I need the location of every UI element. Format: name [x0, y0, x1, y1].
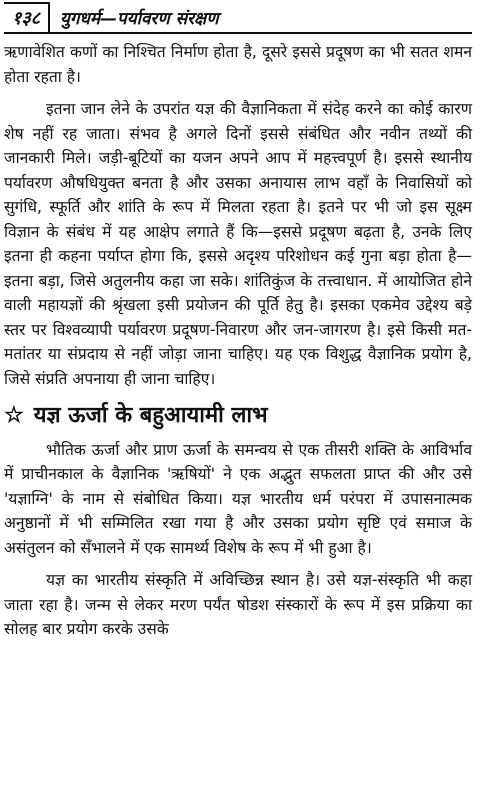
page-number: १३८: [4, 2, 50, 32]
section-heading: [4, 403, 472, 428]
paragraph: यज्ञ का भारतीय संस्कृति में अविच्छिन्न स्थान है। उसे यज्ञ-संस्कृति भी कहा जाता रहा है। जन्म से लेकर मरण पर्यंत षोडश संस्कारों के रूप में इस प्रक्रिया का सोलह बार प्रयोग करके उसके: [4, 571, 472, 638]
star-outline-icon: ☆: [4, 402, 24, 429]
paragraph: भौतिक ऊर्जा और प्राण ऊर्जा के समन्वय से एक तीसरी शक्ति के आविर्भाव में प्राचीनकाल के वैज्ञानिक 'ऋषियों' ने एक अद्भुत सफलता प्राप्त की और उसे 'यज्ञाग्नि' के नाम से संबोधित किया। यज्ञ भारतीय धर्म परंपरा में उपासनात्मक अनुष्ठानों में भी सम्मिलित रखा गया है और उसका प्रयोग सृष्टि एवं समाज के असंतुलन को सँभालने में एक सामर्थ्य विशेष के रूप में भी हुआ है।: [4, 440, 472, 557]
page-header: [4, 2, 472, 34]
paragraph: ऋणावेशित कणों का निश्चित निर्माण होता है, दूसरे इससे प्रदूषण का भी सतत शमन होता रहता है।: [4, 43, 472, 86]
running-title: युगधर्म—पर्यावरण संरक्षण: [60, 8, 219, 29]
body-text: [4, 40, 472, 642]
paragraph: इतना जान लेने के उपरांत यज्ञ की वैज्ञानिकता में संदेह करने का कोई कारण शेष नहीं रह जाता। संभव है अगले दिनों इससे संबंधित और नवीन तथ्यों की जानकारी मिले। जड़ी-बूटियों का यजन अपने आप में महत्त्वपूर्ण है। इससे स्थानीय पर्यावरण औषधियुक्त बनता है और उसका अनायास लाभ वहाँ के निवासियों को सुगंधि, स्फूर्ति और शांति के रूप में मिलता रहता है। इतने पर भी जो इस सूक्ष्म विज्ञान के संबंध में यह आक्षेप लगाते हैं कि—इससे प्रदूषण बढ़ता है, उनके लिए इतना ही कहना पर्याप्त होगा कि, इससे अदृश्य परिशोधन कई गुना बड़ा होता है—इतना बड़ा, जिसे अतुलनीय कहा जा सके। शांतिकुंज के तत्त्वाधान. में आयोजित होने वाली महायज्ञों की श्रृंखला इसी प्रयोजन की पूर्ति हेतु है। इसका एकमेव उद्देश्य बड़े स्तर पर विश्वव्यापी पर्यावरण प्रदूषण-निवारण और जन-जागरण है। इसे किसी मत-मतांतर या संप्रदाय से नहीं जोड़ा जाना चाहिए। यह एक विशुद्ध वैज्ञानिक प्रयोग है, जिसे संप्रति अपनाया ही जाना चाहिए।: [4, 100, 472, 388]
book-page: [0, 2, 480, 798]
section-heading-text: यज्ञ ऊर्जा के बहुआयामी लाभ: [33, 402, 268, 428]
